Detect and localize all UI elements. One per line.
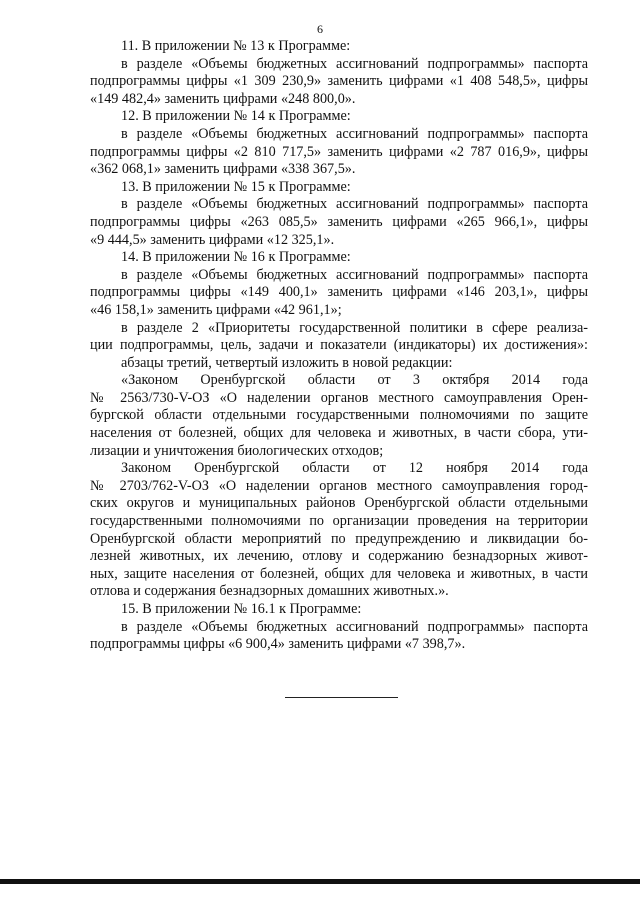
text-line: подпрограммы цифры «263 085,5» заменить цифрами «265 966,1», цифры (90, 213, 588, 230)
text-line: «46 158,1» заменить цифрами «42 961,1»; (90, 301, 342, 318)
text-line: № 2703/762-V-ОЗ «О наделении органов местного самоуправления город- (90, 477, 588, 494)
separator-line (285, 697, 398, 698)
text-line: № 2563/730-V-ОЗ «О наделении органов местного самоуправления Орен- (90, 389, 588, 406)
scan-edge-bar (0, 879, 640, 884)
text-line: подпрограммы цифры «2 810 717,5» заменить цифрами «2 787 016,9», цифры (90, 143, 588, 160)
text-line: Оренбургской области мероприятий по предупреждению и ликвидации бо- (90, 530, 588, 547)
text-line: лизации и уничтожения биологических отходов; (90, 442, 384, 459)
text-line: «149 482,4» заменить цифрами «248 800,0». (90, 90, 356, 107)
text-line: 13. В приложении № 15 к Программе: (121, 178, 351, 195)
page-number: 6 (317, 22, 323, 36)
text-line: 15. В приложении № 16.1 к Программе: (121, 601, 362, 617)
text-line: подпрограммы цифры «1 309 230,9» заменить цифрами «1 408 548,5», цифры (90, 73, 588, 90)
text-line: в разделе «Объемы бюджетных ассигнований подпрограммы» паспорта (121, 266, 588, 283)
text-line: Законом Оренбургской области от 12 ноября 2014 года (121, 460, 588, 477)
text-line: 12. В приложении № 14 к Программе: (121, 108, 351, 125)
text-line: «Законом Оренбургской области от 3 октября 2014 года (121, 372, 588, 389)
text-line: подпрограммы цифры «6 900,4» заменить цифрами «7 398,7». (90, 636, 466, 653)
text-line: ции подпрограммы, цель, задачи и показатели (индикаторы) их достижения»: (90, 337, 588, 354)
text-line: лезней животных, их лечению, отлову и содержанию безнадзорных живот- (90, 548, 588, 565)
text-line: в разделе «Объемы бюджетных ассигнований подпрограммы» паспорта (121, 125, 588, 142)
text-line: 11. В приложении № 13 к Программе: (121, 38, 351, 54)
text-line: подпрограммы цифры «149 400,1» заменить цифрами «146 203,1», цифры (90, 284, 588, 301)
text-line: «9 444,5» заменить цифрами «12 325,1». (90, 231, 335, 248)
text-line: в разделе «Объемы бюджетных ассигнований подпрограммы» паспорта (121, 55, 588, 72)
text-line: «362 068,1» заменить цифрами «338 367,5». (90, 161, 356, 178)
text-line: 14. В приложении № 16 к Программе: (121, 249, 351, 266)
text-line: отлова и содержания безнадзорных домашних животных.». (90, 583, 449, 600)
text-line: ских округов и муниципальных районов Оренбургской области отдельными (90, 495, 588, 512)
text-line: бургской области отдельными государственными полномочиями по защите (90, 407, 588, 424)
text-line: абзацы третий, четвертый изложить в новой редакции: (121, 354, 453, 371)
text-line: государственными полномочиями по организации проведения на территории (90, 513, 588, 530)
text-line: населения от болезней, общих для человека и животных, в части сбора, ути- (90, 425, 588, 442)
text-line: в разделе 2 «Приоритеты государственной политики в сфере реализа- (121, 319, 588, 336)
text-line: в разделе «Объемы бюджетных ассигнований подпрограммы» паспорта (121, 618, 588, 635)
text-line: в разделе «Объемы бюджетных ассигнований подпрограммы» паспорта (121, 196, 588, 213)
text-line: ных, защите населения от болезней, общих для человека и животных, в части (90, 565, 588, 582)
document-body (90, 38, 588, 654)
